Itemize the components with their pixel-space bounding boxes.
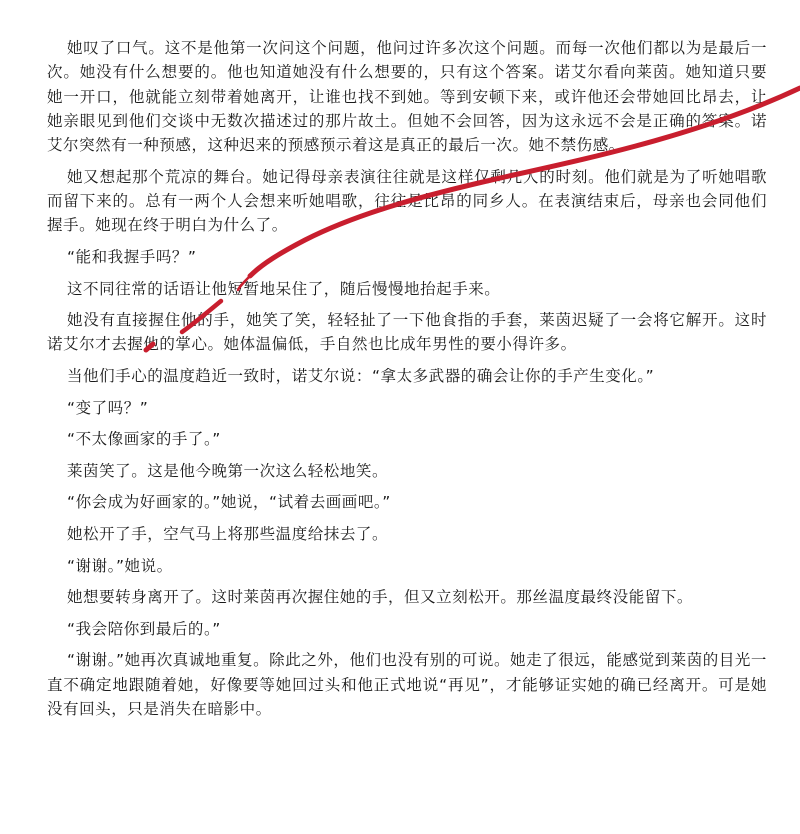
story-text (47, 36, 767, 729)
paragraph-1: 她叹了口气。这不是他第一次问这个问题，他问过许多次这个问题。而每一次他们都以为是最后一次。她没有什么想要的。他也知道她没有什么想要的，只有这个答案。诺艾尔看向莱茵。她知道只要她一开口，他就能立刻带着她离开，让谁也找不到她。等到安顿下来，或许他还会带她回比昂去，让她亲眼见到他们交谈中无数次描述过的那片故土。但她不会回答，因为这永远不会是正确的答案。诺艾尔突然有一种预感，这种迟来的预感预示着这是真正的最后一次。她不禁伤感。 (47, 39, 767, 155)
paragraph-2: 她又想起那个荒凉的舞台。她记得母亲表演往往就是这样仅剩几人的时刻。他们就是为了听她唱歌而留下来的。总有一两个人会想来听她唱歌，往往是比昂的同乡人。在表演结束后，母亲也会同他们握手。她现在终于明白为什么了。 (47, 167, 767, 235)
paragraph-9: 莱茵笑了。这是他今晚第一次这么轻松地笑。 (67, 461, 389, 480)
paragraph-12: “谢谢。”她说。 (67, 556, 173, 575)
paragraph-13: 她想要转身离开了。这时莱茵再次握住她的手，但又立刻松开。那丝温度最终没能留下。 (67, 588, 693, 607)
paragraph-11: 她松开了手，空气马上将那些温度给抹去了。 (67, 525, 389, 544)
paragraph-4: 这不同往常的话语让他短暂地呆住了，随后慢慢地抬起手来。 (67, 279, 501, 298)
paragraph-10: “你会成为好画家的。”她说，“试着去画画吧。” (67, 493, 391, 512)
paragraph-6: 当他们手心的温度趋近一致时，诺艾尔说：“拿太多武器的确会让你的手产生变化。” (67, 367, 655, 386)
paragraph-7: “变了吗？” (67, 398, 149, 417)
paragraph-8: “不太像画家的手了。” (67, 430, 221, 449)
paragraph-5: 她没有直接握住他的手，她笑了笑，轻轻扯了一下他食指的手套，莱茵迟疑了一会将它解开。这时诺艾尔才去握他的掌心。她体温偏低，手自然也比成年男性的要小得许多。 (47, 311, 767, 354)
paragraph-14: “我会陪你到最后的。” (67, 619, 221, 638)
paragraph-3: “能和我握手吗？” (67, 247, 197, 266)
paragraph-15: “谢谢。”她再次真诚地重复。除此之外，他们也没有别的可说。她走了很远，能感觉到莱茵的目光一直不确定地跟随着她，好像要等她回过头和他正式地说“再见”，才能够证实她的确已经离开。可是她没有回头，只是消失在暗影中。 (47, 651, 767, 718)
